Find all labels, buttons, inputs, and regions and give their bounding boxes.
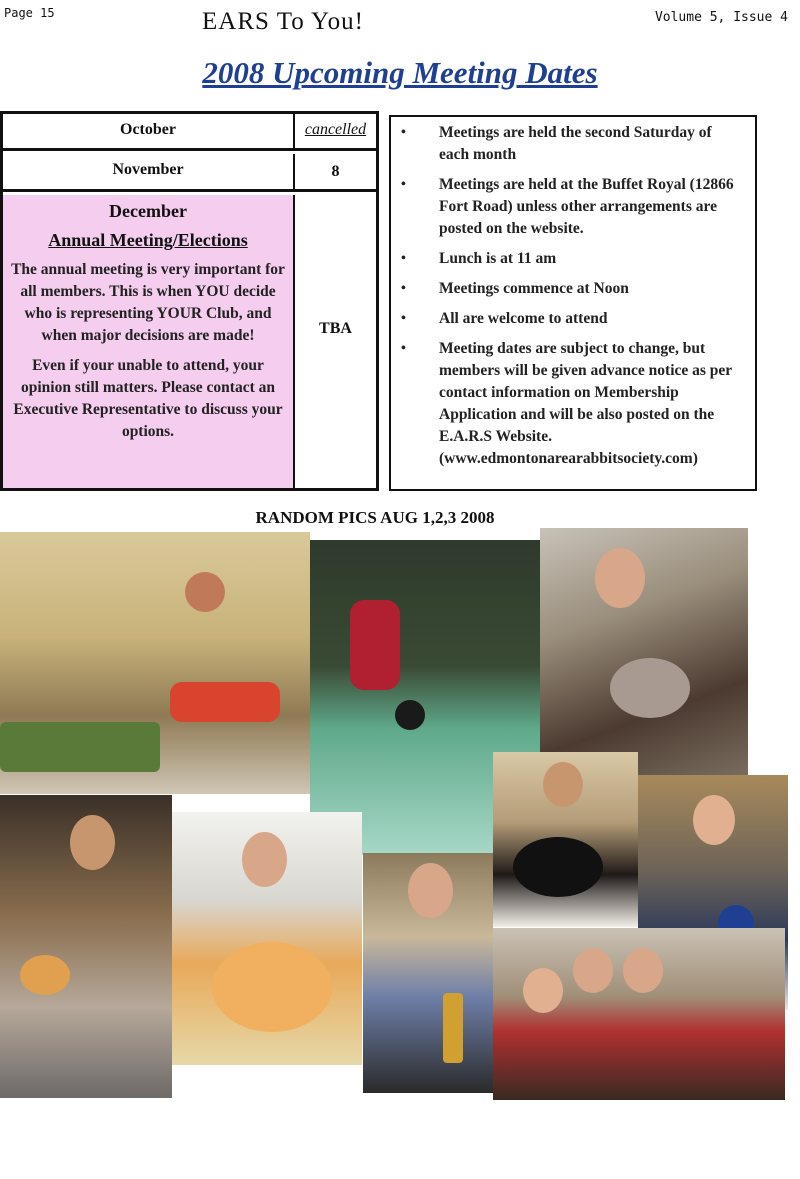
schedule-row-december bbox=[3, 195, 376, 488]
info-item-text: All are welcome to attend bbox=[439, 310, 608, 327]
month-november: November bbox=[3, 154, 295, 189]
volume-issue: Volume 5, Issue 4 bbox=[654, 10, 788, 25]
bullet-icon: • bbox=[401, 177, 406, 192]
bullet-icon: • bbox=[401, 251, 406, 266]
info-item bbox=[397, 338, 745, 470]
bullet-icon: • bbox=[401, 311, 406, 326]
meeting-info-list bbox=[397, 122, 745, 470]
photo-trophy-display bbox=[0, 532, 310, 794]
date-december: TBA bbox=[295, 195, 376, 488]
info-item-text: Meetings commence at Noon bbox=[439, 280, 629, 297]
info-item-text: Meetings are held the second Saturday of each month bbox=[439, 124, 712, 163]
unable-attend-text: Even if your unable to attend, your opinion still matters. Please contact an Executive Representative to discuss your options. bbox=[13, 357, 283, 440]
photo-woman-with-trophy bbox=[363, 853, 493, 1093]
bullet-icon: • bbox=[401, 125, 406, 140]
photo-girl-with-rabbit-cage bbox=[0, 795, 172, 1098]
photo-members-at-buffet bbox=[493, 928, 785, 1100]
date-november: 8 bbox=[331, 163, 340, 180]
month-october: October bbox=[3, 114, 295, 148]
photo-woman-with-rabbit bbox=[540, 528, 748, 778]
photo-dutch-rabbit bbox=[493, 752, 638, 927]
meeting-info-box bbox=[389, 115, 757, 491]
december-cell bbox=[3, 195, 295, 488]
bullet-icon: • bbox=[401, 341, 406, 356]
annual-meeting-text: The annual meeting is very important for all members. This is when YOU decide who is representing YOUR Club, and when major decisions are made! bbox=[11, 261, 285, 344]
info-item bbox=[397, 174, 745, 240]
info-item bbox=[397, 278, 745, 300]
info-item bbox=[397, 308, 745, 330]
annual-meeting-heading: Annual Meeting/Elections bbox=[48, 230, 248, 250]
random-pics-title: RANDOM PICS AUG 1,2,3 2008 bbox=[255, 508, 495, 527]
date-october: cancelled bbox=[304, 121, 367, 138]
meeting-schedule-table bbox=[0, 111, 379, 491]
info-item-text: Lunch is at 11 am bbox=[439, 250, 557, 267]
section-title: 2008 Upcoming Meeting Dates bbox=[202, 55, 598, 90]
info-item bbox=[397, 248, 745, 270]
photo-angora-rabbit bbox=[172, 812, 362, 1065]
info-item-text: Meeting dates are subject to change, but members will be given advance notice as per contact information on Membership Application and will be also posted on the E.A.R.S Website. (www.edmontonarearabbitsociety.com) bbox=[439, 340, 732, 467]
info-item bbox=[397, 122, 745, 166]
newsletter-title: EARS To You! bbox=[202, 8, 364, 35]
bullet-icon: • bbox=[401, 281, 406, 296]
schedule-row-october bbox=[3, 114, 376, 151]
page-number: Page 15 bbox=[4, 6, 55, 20]
info-item-text: Meetings are held at the Buffet Royal (12866 Fort Road) unless other arrangements are posted on the website. bbox=[439, 176, 734, 237]
schedule-row-november bbox=[3, 154, 376, 192]
month-december: December bbox=[109, 201, 187, 221]
